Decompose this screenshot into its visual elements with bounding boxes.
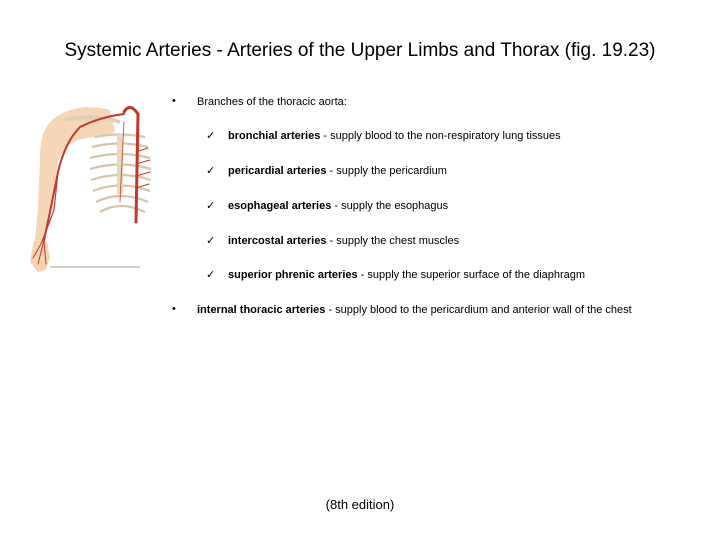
- upper-limb-thorax-arteries-icon: [20, 92, 170, 282]
- term: internal thoracic arteries: [197, 304, 326, 316]
- figure-credit-line: [50, 266, 140, 268]
- term: superior phrenic arteries: [228, 269, 358, 281]
- description: - supply blood to the non-respiratory lung tissues: [320, 130, 561, 142]
- bullet-marker: •: [172, 303, 176, 315]
- list-item: [228, 235, 459, 247]
- description: - supply the superior surface of the diaphragm: [357, 269, 586, 281]
- bullet-thoracic-aorta-branches: Branches of the thoracic aorta:: [197, 96, 347, 108]
- slide-title: Systemic Arteries - Arteries of the Upper Limbs and Thorax (fig. 19.23): [64, 40, 656, 61]
- check-icon: ✓: [206, 235, 216, 247]
- term: esophageal arteries: [228, 200, 332, 212]
- check-icon: ✓: [206, 130, 216, 142]
- term: bronchial arteries: [228, 130, 321, 142]
- check-icon: ✓: [206, 165, 216, 177]
- bullet-internal-thoracic: [197, 304, 632, 316]
- description: - supply blood to the pericardium and anterior wall of the chest: [325, 304, 632, 316]
- arteries-illustration: [20, 92, 170, 282]
- bullet-marker: •: [172, 95, 176, 107]
- check-icon: ✓: [206, 269, 216, 281]
- list-item: [228, 165, 447, 177]
- term: intercostal arteries: [228, 235, 327, 247]
- check-icon: ✓: [206, 200, 216, 212]
- list-item: [228, 200, 448, 212]
- list-item: [228, 269, 585, 281]
- list-item: [228, 130, 561, 142]
- description: - supply the esophagus: [331, 200, 449, 212]
- description: - supply the chest muscles: [326, 235, 460, 247]
- term: pericardial arteries: [228, 165, 327, 177]
- edition-footer: (8th edition): [325, 497, 395, 512]
- description: - supply the pericardium: [326, 165, 447, 177]
